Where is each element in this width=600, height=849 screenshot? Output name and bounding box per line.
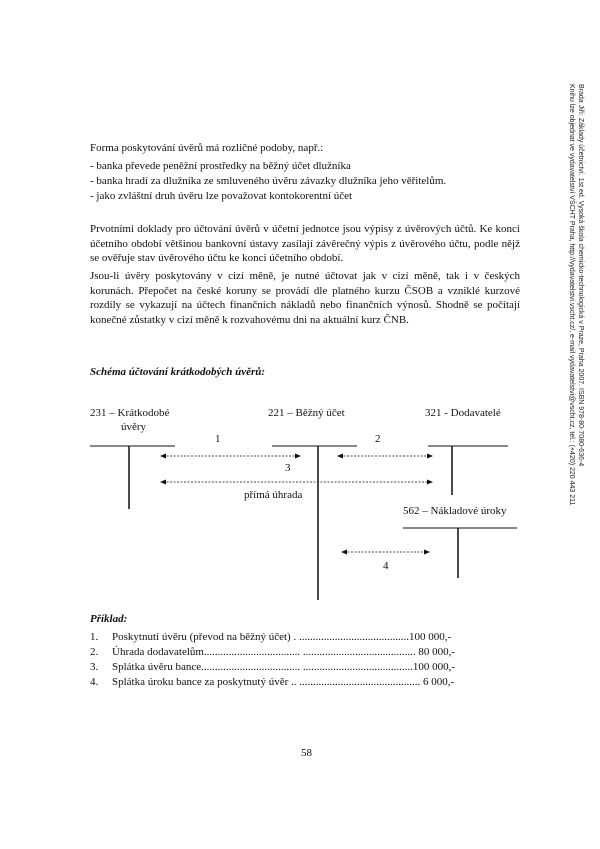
example-row bbox=[90, 645, 490, 659]
example-row bbox=[90, 630, 490, 644]
account-231-label-2: úvěry bbox=[121, 421, 147, 433]
arrow-1-left-head bbox=[160, 454, 166, 459]
example-row-text: Splátka úvěru bance.................................... ........................................100 000,- bbox=[112, 661, 456, 673]
example-row-number: 2. bbox=[90, 646, 99, 658]
side-note-line-2: Knihu lze objednat ve vydavatelství VŠCHT Praha, http://vydavatelstvi.vscht.cz/, e-mail vydavatelstvi@vscht.cz, tel.: (+420) 220 443 211 bbox=[568, 84, 575, 506]
operation-number-3: 3 bbox=[285, 462, 291, 474]
direct-payment-label: přímá úhrada bbox=[244, 489, 303, 501]
example-row-number: 1. bbox=[90, 631, 99, 643]
arrow-2-left-head bbox=[337, 454, 343, 459]
example-row-number: 3. bbox=[90, 661, 99, 673]
account-231-label: 231 – Krátkodobé bbox=[90, 407, 170, 419]
example-title: Příklad: bbox=[90, 613, 128, 625]
arrow-3-left-head bbox=[160, 480, 166, 485]
page-number: 58 bbox=[301, 747, 312, 759]
side-note-line-1: Brada Jiří: Základy účetnictví. 1st ed. Vysoká škola chemicko-technologická v Praze, Praha 2007. ISBN 978-80-7080-636-4 bbox=[577, 84, 584, 467]
paragraph-foreign-currency: Jsou-li úvěry poskytovány v cizí měně, je nutné účtovat jak v cizí měně, tak i v českých korunách. Přepočet na české koruny se provádí dle platného kurzu ČSOB a vzniklé kurzové rozdíly se vykazují na účtech finančních nákladů nebo finančních výnosů. Shodně se počítají konečné zůstatky v cizí měně k rozvahovému dni na aktuální kurz ČNB. bbox=[90, 270, 520, 326]
operation-number-4: 4 bbox=[383, 560, 389, 572]
example-row-number: 4. bbox=[90, 676, 99, 688]
arrow-4-right-head bbox=[424, 550, 430, 555]
intro-bullet-1: - banka převede peněžní prostředky na běžný účet dlužníka bbox=[90, 160, 351, 172]
intro-lead: Forma poskytování úvěrů má rozličné podoby, např.: bbox=[90, 142, 324, 154]
example-row bbox=[90, 675, 490, 689]
arrow-2-right-head bbox=[427, 454, 433, 459]
example-row-text: Splátka úroku bance za poskytnutý úvěr .. ............................................ 6 000,- bbox=[112, 676, 455, 688]
example-row-text: Úhrada dodavatelům................................... ......................................... 80 000,- bbox=[112, 646, 456, 658]
arrow-4-left-head bbox=[341, 550, 347, 555]
intro-bullet-3: - jako zvláštní druh úvěru lze považovat kontokorentní účet bbox=[90, 190, 353, 202]
intro-bullet-2: - banka hradí za dlužníka ze smluveného úvěru závazky dlužníka jeho věřitelům. bbox=[90, 175, 447, 187]
operation-number-1: 1 bbox=[215, 433, 221, 445]
account-321-label: 321 - Dodavatelé bbox=[425, 407, 501, 419]
example-row bbox=[90, 660, 490, 674]
operation-number-2: 2 bbox=[375, 433, 381, 445]
example-row-text: Poskytnutí úvěru (převod na běžný účet) . ........................................100 000,- bbox=[112, 631, 452, 643]
paragraph-documents: Prvotními doklady pro účtování úvěrů v účetní jednotce jsou výpisy z úvěrových účtů. Ke konci účetního období většinou bankovní ústavy zasílají závěrečný výpis z úvěrového účtu, podle nějž se ověřuje stav úvěrového účtu ke konci účetního období. bbox=[90, 223, 520, 264]
account-221-label: 221 – Běžný účet bbox=[268, 407, 345, 419]
account-562-label: 562 – Nákladové úroky bbox=[403, 505, 507, 517]
arrow-1-right-head bbox=[295, 454, 301, 459]
arrow-3-right-head bbox=[427, 480, 433, 485]
scheme-title: Schéma účtování krátkodobých úvěrů: bbox=[90, 366, 266, 378]
